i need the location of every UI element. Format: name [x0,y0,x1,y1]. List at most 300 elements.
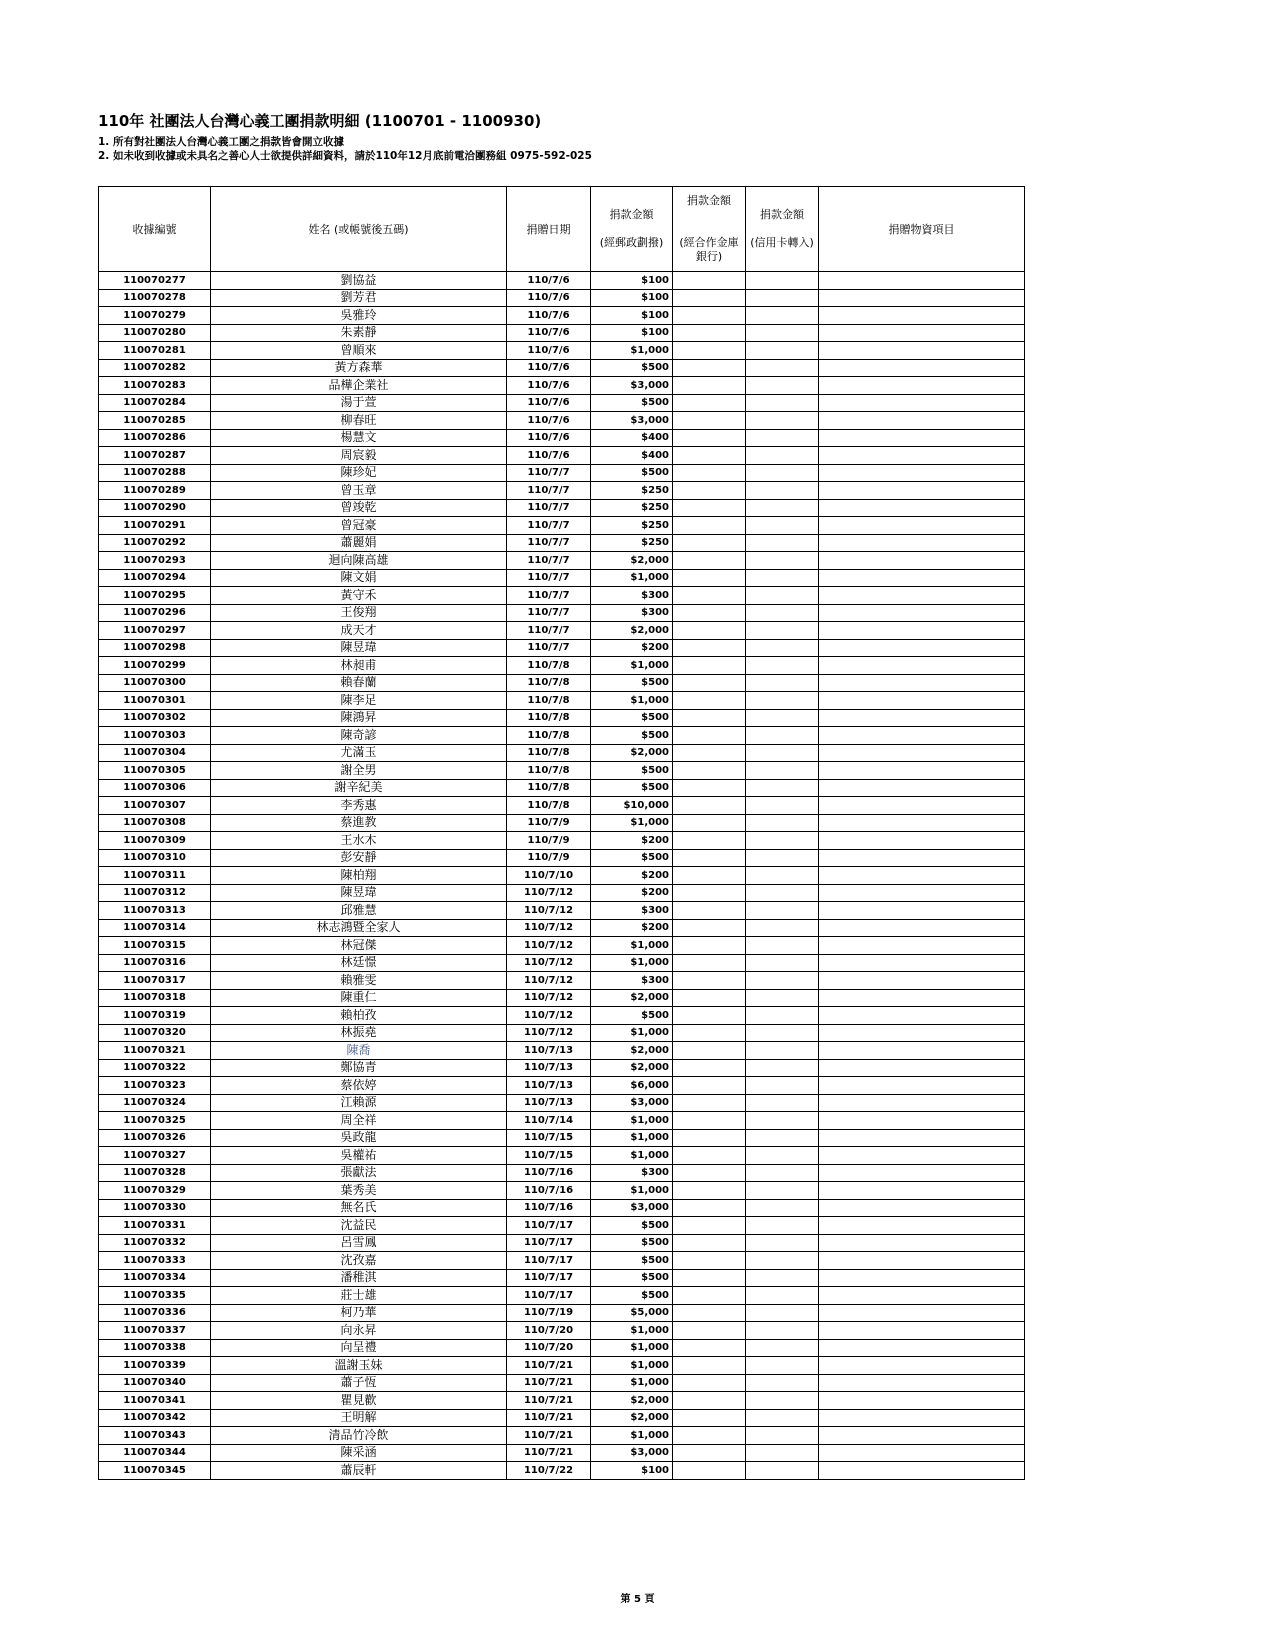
amount-card-cell [746,1007,819,1025]
donor-name-cell: 謝全男 [211,762,507,780]
donor-name-cell: 成天才 [211,622,507,640]
amount-card-cell [746,622,819,640]
table-row [99,569,1025,587]
receipt-no-cell: 110070278 [99,289,211,307]
receipt-no-cell: 110070315 [99,937,211,955]
donor-name-cell: 王明解 [211,1409,507,1427]
amount-bank-cell [673,657,746,675]
donated-items-cell [819,1217,1025,1235]
receipt-no-cell: 110070318 [99,989,211,1007]
amount-card-cell [746,377,819,395]
donor-name-cell: 林振堯 [211,1024,507,1042]
donated-items-cell [819,1147,1025,1165]
table-row [99,1094,1025,1112]
table-row [99,1287,1025,1305]
amount-postal-cell: $300 [591,1164,673,1182]
donation-date-cell: 110/7/8 [507,779,591,797]
donor-name-cell: 陳鴻昇 [211,709,507,727]
amount-postal-cell: $500 [591,709,673,727]
donated-items-cell [819,639,1025,657]
donation-date-cell: 110/7/12 [507,989,591,1007]
page-title: 110年 社團法人台灣心義工團捐款明細 (1100701 - 1100930) [98,112,542,130]
donated-items-cell [819,937,1025,955]
donated-items-cell [819,307,1025,325]
donation-date-cell: 110/7/6 [507,394,591,412]
amount-card-cell [746,989,819,1007]
amount-bank-cell [673,1234,746,1252]
table-row [99,954,1025,972]
amount-bank-cell [673,919,746,937]
donated-items-cell [819,692,1025,710]
amount-card-cell [746,464,819,482]
amount-postal-cell: $2,000 [591,1409,673,1427]
amount-bank-cell [673,272,746,290]
amount-postal-cell: $500 [591,1007,673,1025]
receipt-no-cell: 110070289 [99,482,211,500]
table-row [99,1392,1025,1410]
amount-bank-cell [673,1392,746,1410]
amount-card-cell [746,832,819,850]
amount-postal-cell: $250 [591,517,673,535]
donor-name-cell: 陳喬 [211,1042,507,1060]
donation-date-cell: 110/7/13 [507,1094,591,1112]
receipt-no-cell: 110070338 [99,1339,211,1357]
amount-bank-cell [673,954,746,972]
amount-card-cell [746,604,819,622]
receipt-no-cell: 110070339 [99,1357,211,1375]
donation-date-cell: 110/7/7 [507,517,591,535]
donor-name-cell: 蕭辰軒 [211,1462,507,1480]
donation-date-cell: 110/7/9 [507,832,591,850]
table-row [99,832,1025,850]
receipt-no-cell: 110070313 [99,902,211,920]
receipt-no-cell: 110070304 [99,744,211,762]
table-row [99,482,1025,500]
donated-items-cell [819,1269,1025,1287]
donated-items-cell [819,289,1025,307]
amount-card-cell [746,674,819,692]
table-row [99,1409,1025,1427]
donation-date-cell: 110/7/12 [507,884,591,902]
donation-date-cell: 110/7/16 [507,1182,591,1200]
amount-card-cell [746,779,819,797]
amount-postal-cell: $1,000 [591,1339,673,1357]
donor-name-cell: 向呈禮 [211,1339,507,1357]
donated-items-cell [819,517,1025,535]
donated-items-cell [819,1304,1025,1322]
amount-card-cell [746,972,819,990]
amount-bank-cell [673,779,746,797]
donation-date-cell: 110/7/21 [507,1409,591,1427]
amount-bank-cell [673,1339,746,1357]
amount-bank-cell [673,307,746,325]
donation-date-cell: 110/7/6 [507,307,591,325]
receipt-no-cell: 110070308 [99,814,211,832]
donation-date-cell: 110/7/7 [507,604,591,622]
donated-items-cell [819,1392,1025,1410]
donated-items-cell [819,1112,1025,1130]
donation-date-cell: 110/7/12 [507,1024,591,1042]
donation-date-cell: 110/7/21 [507,1374,591,1392]
amount-postal-cell: $1,000 [591,1374,673,1392]
amount-postal-cell: $300 [591,972,673,990]
table-row [99,972,1025,990]
amount-card-cell [746,1287,819,1305]
amount-card-cell [746,692,819,710]
amount-bank-cell [673,814,746,832]
amount-card-cell [746,1409,819,1427]
table-row [99,1234,1025,1252]
receipt-no-cell: 110070328 [99,1164,211,1182]
receipt-no-cell: 110070283 [99,377,211,395]
receipt-no-cell: 110070296 [99,604,211,622]
donor-name-cell: 蔡依婷 [211,1077,507,1095]
donation-date-cell: 110/7/8 [507,692,591,710]
receipt-no-cell: 110070303 [99,727,211,745]
amount-bank-cell [673,429,746,447]
receipt-no-cell: 110070305 [99,762,211,780]
amount-postal-cell: $1,000 [591,569,673,587]
amount-card-cell [746,1112,819,1130]
table-row [99,1129,1025,1147]
donor-name-cell: 迴向陳高雄 [211,552,507,570]
receipt-no-cell: 110070281 [99,342,211,360]
donated-items-cell [819,1339,1025,1357]
donor-name-cell: 賴雅雯 [211,972,507,990]
amount-card-cell [746,1234,819,1252]
amount-card-cell [746,1462,819,1480]
donation-date-cell: 110/7/6 [507,447,591,465]
donor-name-cell: 劉協益 [211,272,507,290]
amount-bank-cell [673,849,746,867]
receipt-no-cell: 110070333 [99,1252,211,1270]
donor-name-cell: 李秀惠 [211,797,507,815]
receipt-no-cell: 110070322 [99,1059,211,1077]
donor-name-cell: 瞿見歡 [211,1392,507,1410]
amount-bank-cell [673,1007,746,1025]
donation-date-cell: 110/7/12 [507,1007,591,1025]
amount-card-cell [746,1374,819,1392]
receipt-no-cell: 110070319 [99,1007,211,1025]
donation-date-cell: 110/7/17 [507,1287,591,1305]
receipt-no-cell: 110070298 [99,639,211,657]
amount-card-cell [746,849,819,867]
table-row [99,447,1025,465]
donated-items-cell [819,587,1025,605]
amount-card-cell [746,517,819,535]
table-row [99,429,1025,447]
donated-items-cell [819,1164,1025,1182]
amount-bank-cell [673,552,746,570]
receipt-no-cell: 110070331 [99,1217,211,1235]
amount-card-cell [746,797,819,815]
donor-name-cell: 謝辛紀美 [211,779,507,797]
donation-date-cell: 110/7/12 [507,919,591,937]
receipt-no-cell: 110070336 [99,1304,211,1322]
donor-name-cell: 莊士雄 [211,1287,507,1305]
donated-items-cell [819,272,1025,290]
receipt-no-cell: 110070300 [99,674,211,692]
amount-bank-cell [673,1182,746,1200]
donated-items-cell [819,499,1025,517]
table-row [99,1217,1025,1235]
receipt-no-cell: 110070284 [99,394,211,412]
donated-items-cell [819,1322,1025,1340]
donor-name-cell: 潘稚淇 [211,1269,507,1287]
table-row [99,797,1025,815]
amount-card-cell [746,919,819,937]
amount-bank-cell [673,744,746,762]
donor-name-cell: 張獻法 [211,1164,507,1182]
receipt-no-cell: 110070287 [99,447,211,465]
amount-card-cell [746,1427,819,1445]
amount-card-cell [746,412,819,430]
table-row [99,1007,1025,1025]
donated-items-cell [819,1409,1025,1427]
amount-card-cell [746,1217,819,1235]
amount-card-cell [746,1252,819,1270]
amount-postal-cell: $2,000 [591,1392,673,1410]
receipt-no-cell: 110070327 [99,1147,211,1165]
amount-postal-cell: $1,000 [591,937,673,955]
amount-postal-cell: $1,000 [591,1322,673,1340]
receipt-no-cell: 110070282 [99,359,211,377]
receipt-no-cell: 110070299 [99,657,211,675]
donated-items-cell [819,1007,1025,1025]
donated-items-cell [819,324,1025,342]
receipt-no-cell: 110070334 [99,1269,211,1287]
amount-postal-cell: $2,000 [591,744,673,762]
donation-date-cell: 110/7/17 [507,1217,591,1235]
amount-postal-cell: $200 [591,884,673,902]
amount-postal-cell: $500 [591,779,673,797]
amount-bank-cell [673,394,746,412]
donor-name-cell: 陳珍妃 [211,464,507,482]
donation-date-cell: 110/7/21 [507,1357,591,1375]
amount-bank-cell [673,482,746,500]
donor-name-cell: 朱素靜 [211,324,507,342]
amount-card-cell [746,657,819,675]
receipt-no-cell: 110070320 [99,1024,211,1042]
amount-bank-cell [673,884,746,902]
amount-card-cell [746,1444,819,1462]
amount-card-cell [746,587,819,605]
table-row [99,1357,1025,1375]
receipt-no-cell: 110070277 [99,272,211,290]
donor-name-cell: 無名氏 [211,1199,507,1217]
amount-postal-cell: $500 [591,1234,673,1252]
amount-bank-cell [673,972,746,990]
amount-bank-cell [673,989,746,1007]
amount-postal-cell: $1,000 [591,1112,673,1130]
donor-name-cell: 黃守禾 [211,587,507,605]
amount-card-cell [746,954,819,972]
amount-postal-cell: $250 [591,534,673,552]
amount-postal-cell: $2,000 [591,622,673,640]
amount-card-cell [746,1269,819,1287]
receipt-no-cell: 110070295 [99,587,211,605]
amount-postal-cell: $100 [591,307,673,325]
amount-card-cell [746,762,819,780]
table-row [99,1339,1025,1357]
amount-postal-cell: $1,000 [591,1357,673,1375]
donated-items-cell [819,1129,1025,1147]
receipt-no-cell: 110070337 [99,1322,211,1340]
donated-items-cell [819,674,1025,692]
table-row [99,1024,1025,1042]
donation-date-cell: 110/7/7 [507,482,591,500]
amount-postal-cell: $400 [591,429,673,447]
donated-items-cell [819,1234,1025,1252]
table-row [99,1182,1025,1200]
donated-items-cell [819,657,1025,675]
donated-items-cell [819,884,1025,902]
amount-bank-cell [673,1462,746,1480]
receipt-no-cell: 110070340 [99,1374,211,1392]
donation-date-cell: 110/7/8 [507,797,591,815]
amount-bank-cell [673,1304,746,1322]
donation-date-cell: 110/7/7 [507,639,591,657]
amount-card-cell [746,1199,819,1217]
donation-date-cell: 110/7/8 [507,762,591,780]
donated-items-cell [819,814,1025,832]
donor-name-cell: 吳雅玲 [211,307,507,325]
donated-items-cell [819,482,1025,500]
donation-date-cell: 110/7/15 [507,1129,591,1147]
amount-postal-cell: $5,000 [591,1304,673,1322]
amount-bank-cell [673,622,746,640]
donation-date-cell: 110/7/12 [507,902,591,920]
receipt-no-cell: 110070321 [99,1042,211,1060]
donor-name-cell: 林昶甫 [211,657,507,675]
table-row [99,342,1025,360]
donor-name-cell: 王俊翔 [211,604,507,622]
table-row [99,1042,1025,1060]
table-header-row [99,187,1025,272]
amount-bank-cell [673,1322,746,1340]
table-row [99,1252,1025,1270]
donor-name-cell: 蕭子恆 [211,1374,507,1392]
table-row [99,534,1025,552]
donation-date-cell: 110/7/7 [507,464,591,482]
donated-items-cell [819,849,1025,867]
receipt-no-cell: 110070344 [99,1444,211,1462]
receipt-no-cell: 110070309 [99,832,211,850]
amount-bank-cell [673,289,746,307]
amount-postal-cell: $200 [591,832,673,850]
amount-card-cell [746,342,819,360]
amount-card-cell [746,359,819,377]
donated-items-cell [819,797,1025,815]
table-row [99,989,1025,1007]
donated-items-cell [819,1444,1025,1462]
table-row [99,657,1025,675]
donor-name-cell: 陳昱瑋 [211,639,507,657]
table-row [99,1059,1025,1077]
table-row [99,517,1025,535]
amount-bank-cell [673,324,746,342]
donation-date-cell: 110/7/8 [507,727,591,745]
table-row [99,394,1025,412]
amount-postal-cell: $2,000 [591,989,673,1007]
donated-items-cell [819,1094,1025,1112]
amount-postal-cell: $200 [591,867,673,885]
amount-card-cell [746,1182,819,1200]
header-receipt-no: 收據編號 [99,187,211,272]
table-row [99,289,1025,307]
donation-date-cell: 110/7/17 [507,1252,591,1270]
amount-postal-cell: $500 [591,464,673,482]
donor-name-cell: 周全祥 [211,1112,507,1130]
amount-postal-cell: $1,000 [591,1182,673,1200]
donation-date-cell: 110/7/12 [507,954,591,972]
table-row [99,937,1025,955]
donor-name-cell: 彭安靜 [211,849,507,867]
donation-date-cell: 110/7/19 [507,1304,591,1322]
header-amount-bank: 捐款金額 (經合作金庫銀行) [673,187,746,272]
amount-postal-cell: $3,000 [591,1199,673,1217]
donor-name-cell: 林冠傑 [211,937,507,955]
amount-postal-cell: $500 [591,727,673,745]
donated-items-cell [819,1199,1025,1217]
donation-date-cell: 110/7/22 [507,1462,591,1480]
amount-postal-cell: $10,000 [591,797,673,815]
amount-bank-cell [673,937,746,955]
table-row [99,849,1025,867]
donor-name-cell: 陳奇諺 [211,727,507,745]
amount-postal-cell: $200 [591,639,673,657]
amount-postal-cell: $400 [591,447,673,465]
donor-name-cell: 黃方森華 [211,359,507,377]
receipt-no-cell: 110070301 [99,692,211,710]
donor-name-cell: 葉秀美 [211,1182,507,1200]
receipt-no-cell: 110070307 [99,797,211,815]
table-row [99,324,1025,342]
table-row [99,902,1025,920]
donor-name-cell: 品樺企業社 [211,377,507,395]
amount-card-cell [746,534,819,552]
donated-items-cell [819,744,1025,762]
amount-bank-cell [673,377,746,395]
amount-bank-cell [673,342,746,360]
donated-items-cell [819,534,1025,552]
donation-date-cell: 110/7/7 [507,587,591,605]
amount-card-cell [746,289,819,307]
amount-postal-cell: $500 [591,1269,673,1287]
donor-name-cell: 吳權祐 [211,1147,507,1165]
donor-name-cell: 清品竹冷飲 [211,1427,507,1445]
donation-date-cell: 110/7/6 [507,412,591,430]
table-body [99,272,1025,1480]
donated-items-cell [819,762,1025,780]
donated-items-cell [819,902,1025,920]
donor-name-cell: 湯于萱 [211,394,507,412]
donation-date-cell: 110/7/13 [507,1077,591,1095]
amount-bank-cell [673,464,746,482]
note-receipt: 1. 所有對社團法人台灣心義工團之捐款皆會開立收據 [98,136,344,148]
amount-bank-cell [673,1199,746,1217]
receipt-no-cell: 110070330 [99,1199,211,1217]
donor-name-cell: 曾玉章 [211,482,507,500]
amount-bank-cell [673,499,746,517]
amount-bank-cell [673,1444,746,1462]
amount-bank-cell [673,762,746,780]
table-row [99,814,1025,832]
donation-date-cell: 110/7/12 [507,937,591,955]
table-row [99,552,1025,570]
amount-bank-cell [673,1042,746,1060]
donated-items-cell [819,779,1025,797]
